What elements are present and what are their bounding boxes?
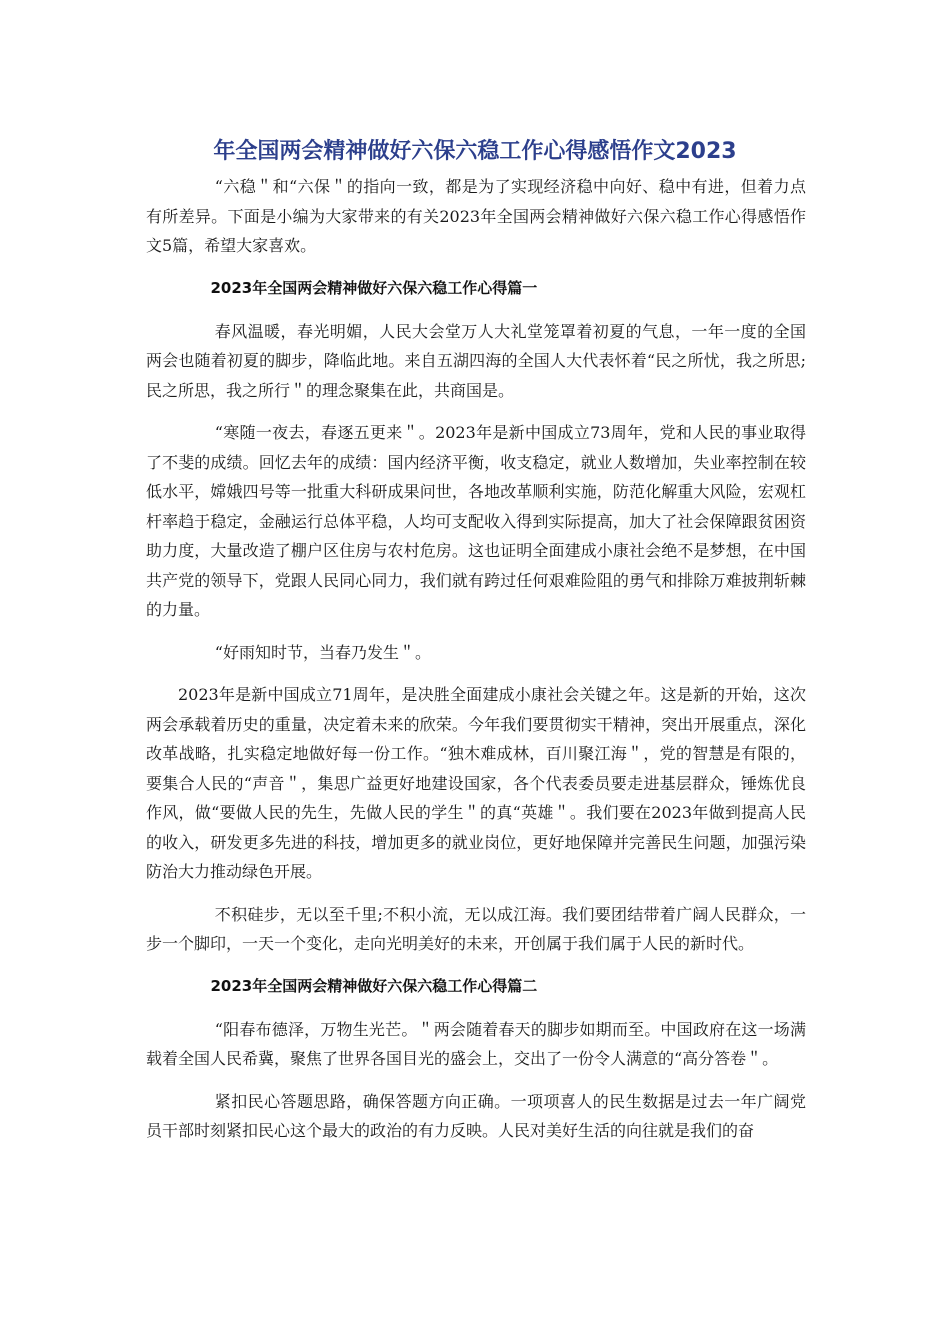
section-1-paragraph-5: 不积硅步，无以至千里;不积小流，无以成江海。我们要团结带着广阔人民群众，一步一个脚印，一天一个变化，走向光明美好的未来，开创属于我们属于人民的新时代。 (146, 904, 806, 953)
section-1-paragraph-4: 2023年是新中国成立71周年，是决胜全面建成小康社会关键之年。这是新的开始，这次两会承载着历史的重量，决定着未来的欣荣。今年我们要贯彻实干精神，突出开展重点，深化改革战略，扎实稳定地做好每一份工作。“独木难成林，百川聚江海＂，党的智慧是有限的，要集合人民的“声音＂，集思广益更好地建设国家，各个代表委员要走进基层群众，锤炼优良作风，做“要做人民的先生，先做人民的学生＂的真“英雄＂。我们要在2023年做到提高人民的收入，研发更多先进的科技，增加更多的就业岗位，更好地保障并完善民生问题，加强污染防治大力推动绿色开展。 (146, 685, 806, 881)
section-1-paragraph-3: “好雨知时节，当春乃发生＂。 (214, 642, 431, 662)
section-2-paragraph-2: 紧扣民心答题思路，确保答题方向正确。一项项喜人的民生数据是过去一年广阔党员干部时刻紧扣民心这个最大的政治的有力反映。人民对美好生活的向往就是我们的奋 (146, 1091, 806, 1140)
intro-paragraph: “六稳＂和“六保＂的指向一致，都是为了实现经济稳中向好、稳中有进，但着力点有所差异。下面是小编为大家带来的有关2023年全国两会精神做好六保六稳工作心得感悟作文5篇，希望大家喜欢。 (146, 177, 806, 255)
document-body (146, 172, 806, 1159)
section-1-heading: 2023年全国两会精神做好六保六稳工作心得篇一 (210, 278, 538, 297)
section-1-paragraph-1: 春风温暖，春光明媚，人民大会堂万人大礼堂笼罩着初夏的气息，一年一度的全国两会也随着初夏的脚步，降临此地。来自五湖四海的全国人大代表怀着“民之所忧，我之所思;民之所思，我之所行＂的理念聚集在此，共商国是。 (146, 321, 806, 400)
section-2-paragraph-1: “阳春布德泽，万物生光芒。＂两会随着春天的脚步如期而至。中国政府在这一场满载着全国人民希冀，聚焦了世界各国目光的盛会上，交出了一份令人满意的“高分答卷＂。 (146, 1019, 806, 1068)
document-title: 年全国两会精神做好六保六稳工作心得感悟作文2023 (213, 139, 737, 164)
section-1-paragraph-2: “寒随一夜去，春逐五更来＂。2023年是新中国成立73周年，党和人民的事业取得了不斐的成绩。回忆去年的成绩：国内经济平衡，收支稳定，就业人数增加，失业率控制在较低水平，嫦娥四号等一批重大科研成果问世，各地改革顺利实施，防范化解重大风险，宏观杠杆率趋于稳定，金融运行总体平稳，人均可支配收入得到实际提高，加大了社会保障跟贫困资助力度，大量改造了棚户区住房与农村危房。这也证明全面建成小康社会绝不是梦想，在中国共产党的领导下，党跟人民同心同力，我们就有跨过任何艰难险阻的勇气和排除万难披荆斩棘的力量。 (146, 423, 806, 619)
section-2-heading: 2023年全国两会精神做好六保六稳工作心得篇二 (210, 976, 538, 995)
